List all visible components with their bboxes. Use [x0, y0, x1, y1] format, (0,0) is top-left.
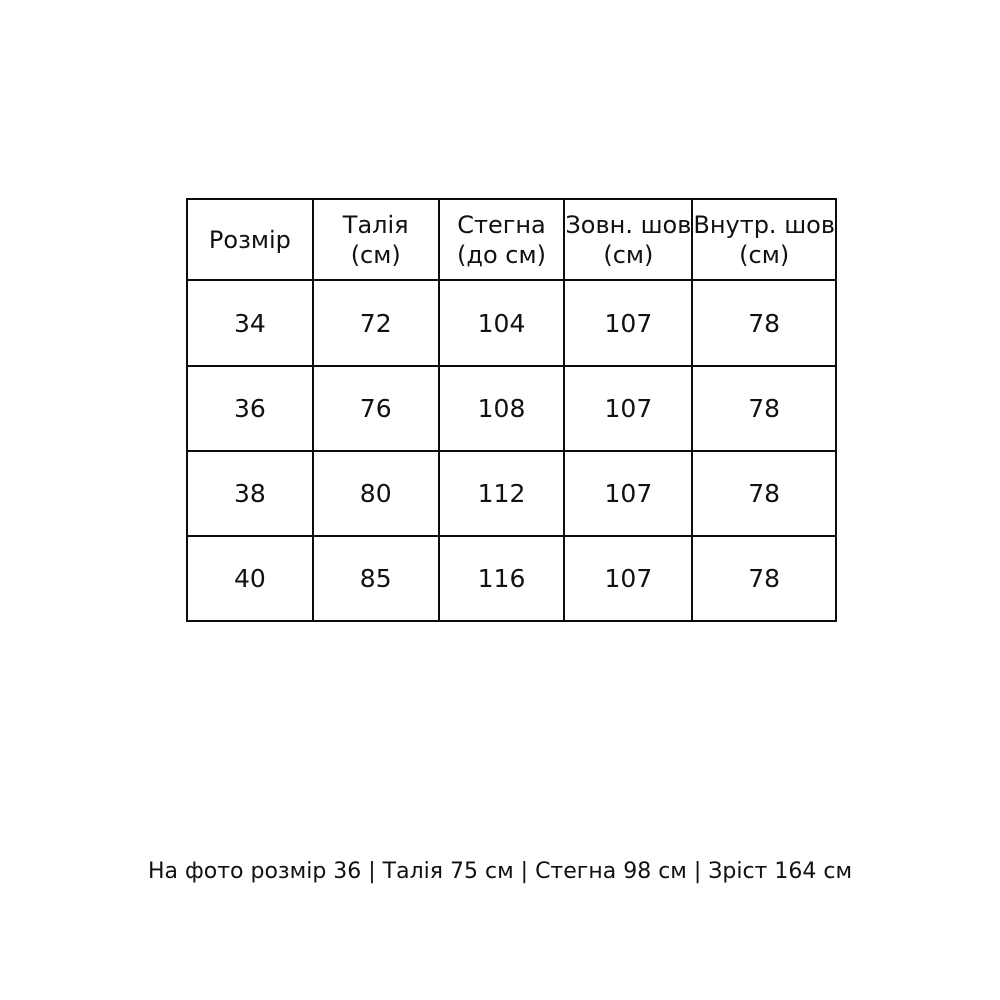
header-outseam-unit: (см)	[603, 240, 654, 269]
cell-value: 38	[233, 479, 266, 508]
cell-value: 76	[359, 394, 392, 423]
header-cell-waist	[314, 200, 440, 281]
header-cell-inseam	[693, 200, 835, 281]
table-row-38-inseam-cell	[693, 452, 835, 537]
table-row-38-hips-cell	[440, 452, 566, 537]
cell-value: 78	[748, 308, 781, 338]
header-cell-outseam	[565, 200, 693, 281]
header-hips-label: Стегна	[457, 210, 546, 239]
header-inseam-unit: (см)	[739, 240, 790, 269]
header-cell-size	[188, 200, 314, 281]
table-row-34-waist-cell	[314, 281, 440, 367]
cell-value: 78	[748, 394, 781, 423]
header-waist-unit: (см)	[350, 240, 401, 269]
table-row-36-size-cell	[188, 367, 314, 452]
table-row-38-size-cell	[188, 452, 314, 537]
cell-value: 107	[604, 479, 653, 508]
header-outseam-label: Зовн. шов	[565, 210, 692, 239]
header-inseam-label: Внутр. шов	[693, 210, 835, 239]
cell-value: 108	[477, 394, 526, 423]
table-row-40-outseam-cell	[565, 537, 693, 620]
table-row-40-hips-cell	[440, 537, 566, 620]
header-cell-hips	[440, 200, 566, 281]
header-hips-unit: (до см)	[457, 240, 546, 269]
cell-value: 104	[477, 308, 526, 338]
cell-value: 72	[359, 308, 392, 338]
table-row-40-waist-cell	[314, 537, 440, 620]
header-size-label: Розмір	[208, 225, 291, 254]
header-waist-label: Талія	[342, 210, 409, 239]
table-row-34-outseam-cell	[565, 281, 693, 367]
table-row-36-outseam-cell	[565, 367, 693, 452]
cell-value: 107	[604, 308, 653, 338]
cell-value: 107	[604, 394, 653, 423]
table-row-36-waist-cell	[314, 367, 440, 452]
table-row-38-outseam-cell	[565, 452, 693, 537]
table-row-34-size-cell	[188, 281, 314, 367]
table-row-34-inseam-cell	[693, 281, 835, 367]
cell-value: 116	[477, 564, 526, 593]
size-table	[186, 198, 837, 622]
cell-value: 40	[233, 564, 266, 593]
cell-value: 78	[748, 479, 781, 508]
table-row-40-size-cell	[188, 537, 314, 620]
table-row-36-inseam-cell	[693, 367, 835, 452]
cell-value: 112	[477, 479, 526, 508]
table-row-34-hips-cell	[440, 281, 566, 367]
table-row-40-inseam-cell	[693, 537, 835, 620]
table-row-36-hips-cell	[440, 367, 566, 452]
cell-value: 78	[748, 564, 781, 593]
cell-value: 36	[233, 394, 266, 423]
cell-value: 34	[233, 308, 266, 338]
table-row-38-waist-cell	[314, 452, 440, 537]
cell-value: 80	[359, 479, 392, 508]
cell-value: 107	[604, 564, 653, 593]
cell-value: 85	[359, 564, 392, 593]
photo-model-caption: На фото розмір 36 | Талія 75 см | Стегна 98 см | Зріст 164 см	[147, 859, 853, 884]
